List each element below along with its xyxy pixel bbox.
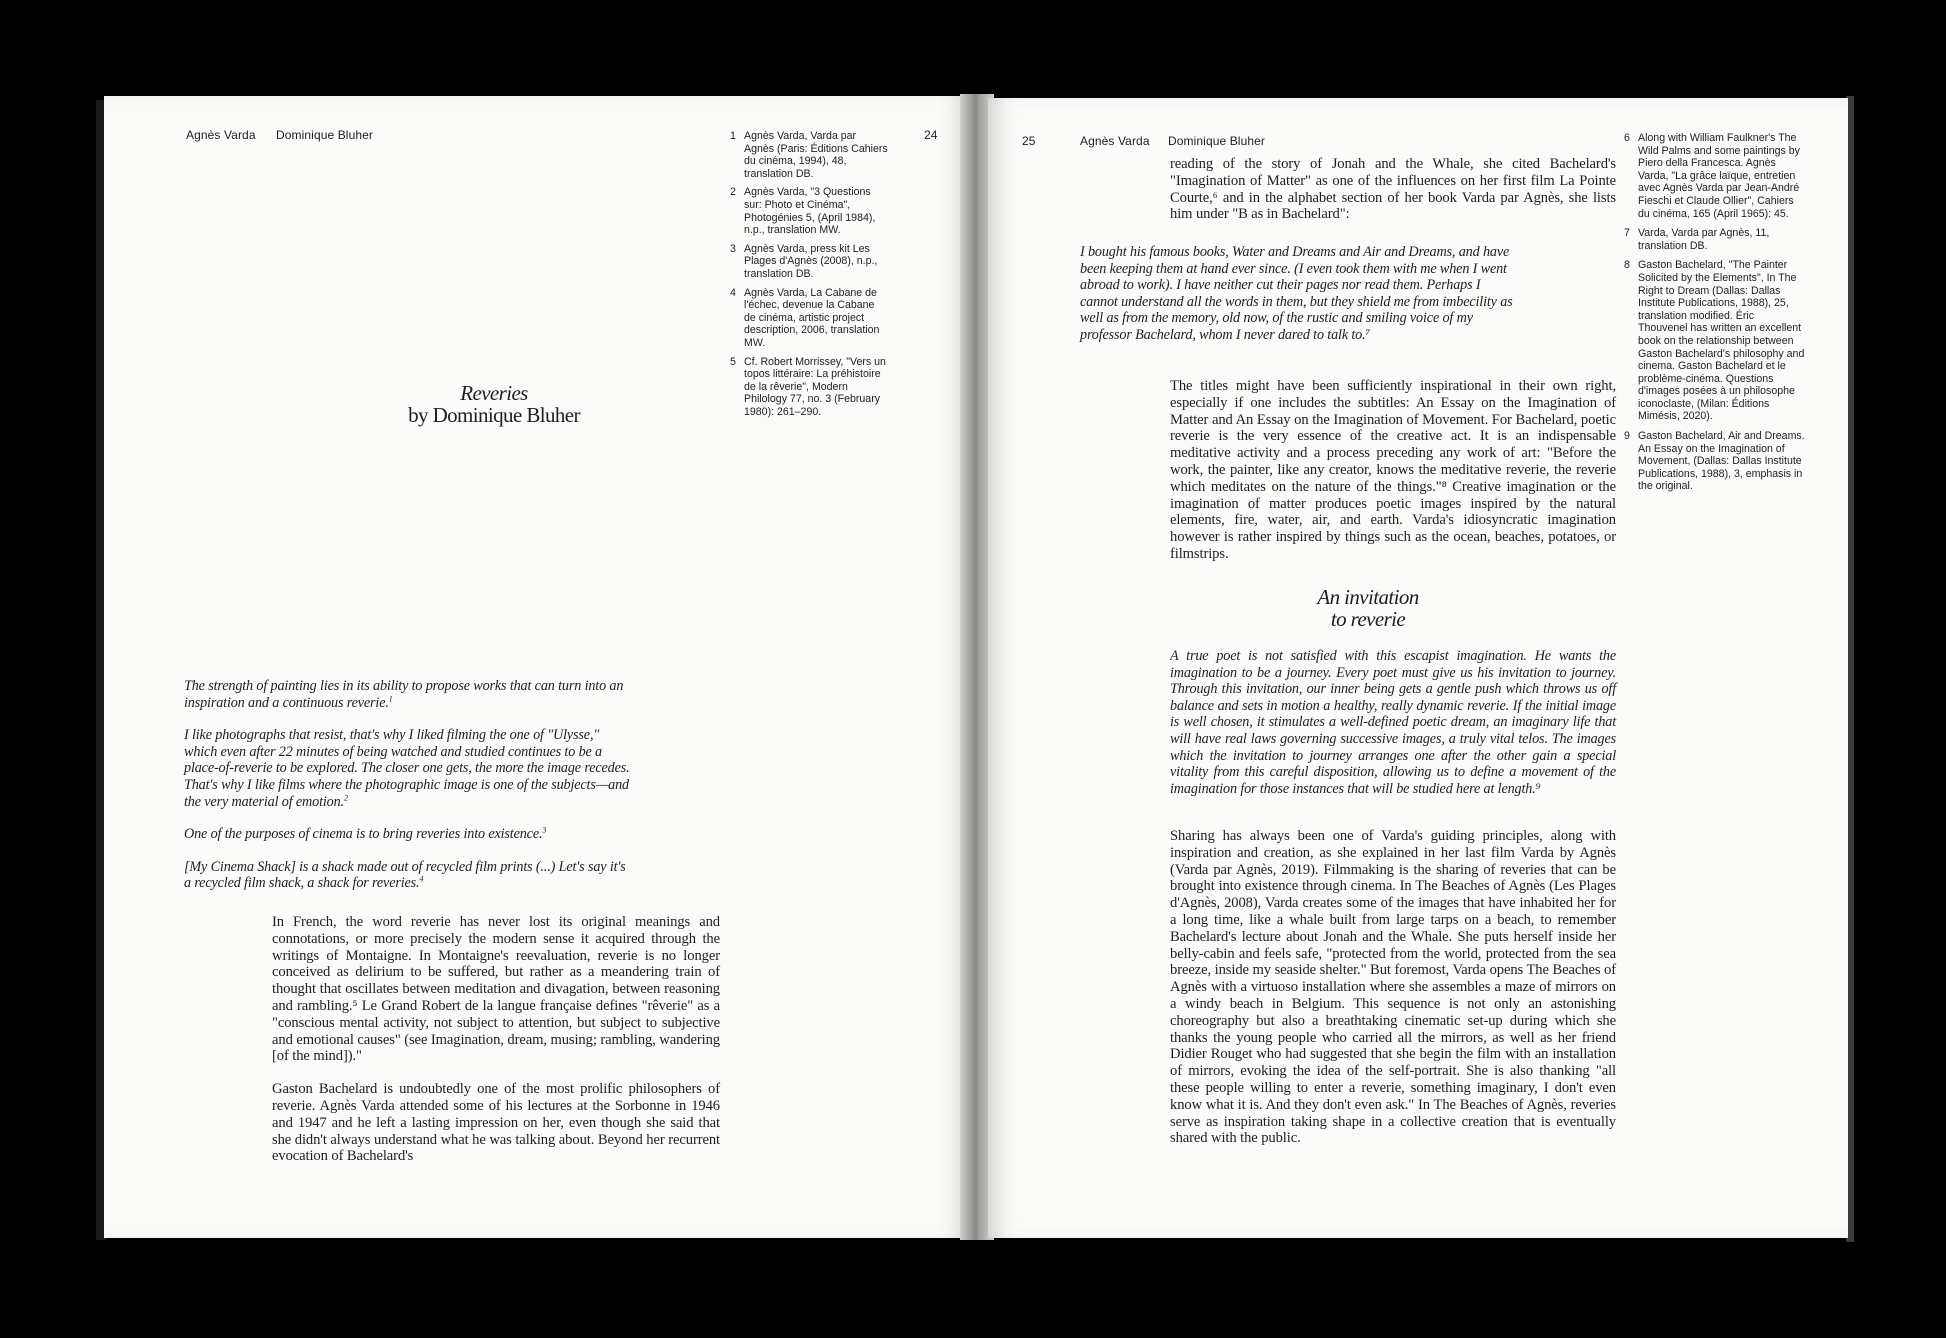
- invitation-quote: A true poet is not satisfied with this escapist imagination. He wants the imagination to be a journey. Every poet must give us his invitation to journey. Through this invitation, our inner being gets a gentle push which throws us off balance and sets in motion a healthy, really dynamic reverie. If the initial image is well chosen, it stimulates a well-defined poetic dream, an imaginary life that will have real laws governing successive images, a truly vital telos. The images which the invitation to journey arranges one after the other gain a special vitality from this careful disposition, allowing us to define a movement of the imagination for those instances that will be studied here at length.⁹: [1170, 648, 1616, 797]
- footnote: 3 Agnès Varda, press kit Les Plages d'Agnès (2008), n.p., translation DB.: [730, 242, 878, 280]
- footnote: 2 Agnès Varda, "3 Questions sur: Photo et Cinéma", Photogénies 5, (April 1984), n.p., translation MW.: [730, 186, 876, 237]
- body-paragraph: Gaston Bachelard is undoubtedly one of the most prolific philosophers of reverie. Agnès Varda attended some of his lectures at the Sorbonne in 1946 and 1947 and he left a lasting impression on her, even though she said that she didn't always understand what he was talking about. Beyond her recurrent evocation of Bachelard's: [272, 1081, 720, 1165]
- right-header-author: Agnès Varda: [1080, 134, 1150, 148]
- left-header-author: Agnès Varda: [186, 128, 256, 142]
- epigraph: One of the purposes of cinema is to bring reveries into existence.$^3$: [184, 825, 547, 843]
- right-page: [988, 98, 1848, 1238]
- section-heading: An invitation to reverie: [1317, 585, 1419, 631]
- footnote: 8 Gaston Bachelard, "The Painter Solicited by the Elements", In The Right to Dream (Dallas: Dallas Institute Publications, 1988), 25, translation modified. Éric Thouvenel has written an excellent book on the relationship between Gaston Bachelard's philosophy and cinema. Gaston Bachelard et le problème-cinéma. Questions d'images posées à un philosophe iconoclaste, (Milan: Éditions Mimésis, 2020).: [1624, 259, 1805, 423]
- footnote: 9 Gaston Bachelard, Air and Dreams. An Essay on the Imagination of Movement, (Dallas: Dallas Institute Publications, 1988), 3, emphasis in the original.: [1624, 430, 1805, 493]
- right-body-intro: reading of the story of Jonah and the Whale, she cited Bachelard's "Imagination of Matter" as one of the influences on her first film La Pointe Courte,⁶ and in the alphabet section of her book Varda par Agnès, she lists him under "B as in Bachelard":: [1170, 156, 1616, 223]
- footnote: 1 Agnès Varda, Varda par Agnès (Paris: Éditions Cahiers du cinéma, 1994), 48, translation DB.: [730, 130, 888, 180]
- epigraph: I like photographs that resist, that's why I liked filming the one of "Ulysse," which even after 22 minutes of being watched and studied continues to be a place-of-reverie to be explored. The closer one gets, the more the image recedes. That's why I like films where the photographic image is one of the subjects—and the very material of emotion.$^2$: [184, 727, 630, 810]
- left-footnotes: [730, 130, 888, 424]
- left-header-contributor: Dominique Bluher: [276, 128, 373, 142]
- footnote: 6 Along with William Faulkner's The Wild Palms and some paintings by Piero della Francesca. Agnès Varda, "La grâce laïque, entretien avec Agnès Varda par Jean-André Fieschi et Claude Ollier", Cahiers du cinéma, 165 (April 1965): 45.: [1624, 132, 1800, 220]
- footnote: 7 Varda, Varda par Agnès, 11, translation DB.: [1624, 227, 1770, 252]
- footnote: 5 Cf. Robert Morrissey, "Vers un topos littéraire: La préhistoire de la rêverie", Modern Philology 77, no. 3 (February 1980): 261–290.: [730, 355, 886, 418]
- essay-title: Reveries by Dominique Bluher: [408, 381, 580, 427]
- right-header-contributor: Dominique Bluher: [1168, 134, 1265, 148]
- left-page-number: 24: [924, 128, 938, 142]
- right-body-sharing: Sharing has always been one of Varda's guiding principles, along with inspiration and creation, as she explained in her last film Varda by Agnès (Varda par Agnès, 2019). Filmmaking is the sharing of reveries that can be brought into existence through cinema. In The Beaches of Agnès (Les Plages d'Agnès, 2008), Varda creates some of the images that have inhabited her for a long time, like a whale built from large tarps on a beach, to remember Bachelard's lecture about Jonah and the Whale. She puts herself inside her belly-cabin and feels safe, "protected from the world, protected from the sea breeze, inside my seaside shelter." But foremost, Varda opens The Beaches of Agnès with a virtuoso installation where she assembles a maze of mirrors on a windy beach in Belgium. This sequence is not only an astonishing choreography but also a breathtaking cinematic set-up during which she thanks the young people who carried all the mirrors, as well as her friend Didier Rouget who had suggested that she begin the film with an installation of mirrors, evoking the idea of the self-portrait. She is also thanking "all these people willing to enter a reverie, something imaginary, I don't even know what it is. And they don't even ask." In The Beaches of Agnès, reveries serve as inspiration taking shape in a collective creation that is eventually shared with the public.: [1170, 828, 1616, 1147]
- right-footnotes: [1624, 132, 1806, 500]
- body-paragraph: In French, the word reverie has never lost its original meanings and connotations, or more precisely the modern sense it acquired through the writings of Montaigne. In Montaigne's reevaluation, reverie is no longer conceived as delirium to be suffered, but rather as a meandering train of thought that oscillates between meditation and divagation, between reasoning and rambling.⁵ Le Grand Robert de la langue française defines "rêverie" as a "conscious mental activity, not subject to attention, but subject to subjective and emotional causes" (see Imagination, dream, musing; rambling, wandering [of the mind]).": [272, 914, 720, 1065]
- epigraph: [My Cinema Shack] is a shack made out of recycled film prints (...) Let's say it's a recycled film shack, a shack for reveries.$^4$: [184, 858, 626, 892]
- epigraphs: [184, 678, 634, 908]
- footnote: 4 Agnès Varda, La Cabane de l'échec, devenue la Cabane de cinéma, artistic project description, 2006, translation MW.: [730, 286, 880, 349]
- left-page: [104, 96, 967, 1238]
- right-page-number: 25: [1022, 134, 1036, 148]
- left-body: [272, 914, 720, 1165]
- epigraph: The strength of painting lies in its ability to propose works that can turn into an inspiration and a continuous reverie.$^1$: [184, 678, 624, 711]
- right-body-titles: The titles might have been sufficiently inspirational in their own right, especially if one includes the subtitles: An Essay on the Imagination of Matter and An Essay on the Imagination of Movement. For Bachelard, poetic reverie is the very essence of the creative act. It is an indispensable meditative activity and a process preceding any work of art: "Before the work, the painter, like any creator, knows the meditative reverie, the reverie which meditates on the nature of the things."⁸ Creative imagination or the imagination of matter produces poetic images inspired by the natural elements, fire, water, air, and earth. Varda's idiosyncratic imagination however is rather inspired by things such as the ocean, beaches, potatoes, or filmstrips.: [1170, 378, 1616, 562]
- bachelard-quote: I bought his famous books, Water and Dreams and Air and Dreams, and have been keeping them at hand ever since. (I even took them with me when I went abroad to work). I have neither cut their pages nor read them. Perhaps I cannot understand all the words in them, but they shield me from imbecility as well as from the memory, old now, of the rustic and smiling voice of my professor Bachelard, whom I never dared to talk to.⁷: [1080, 244, 1513, 343]
